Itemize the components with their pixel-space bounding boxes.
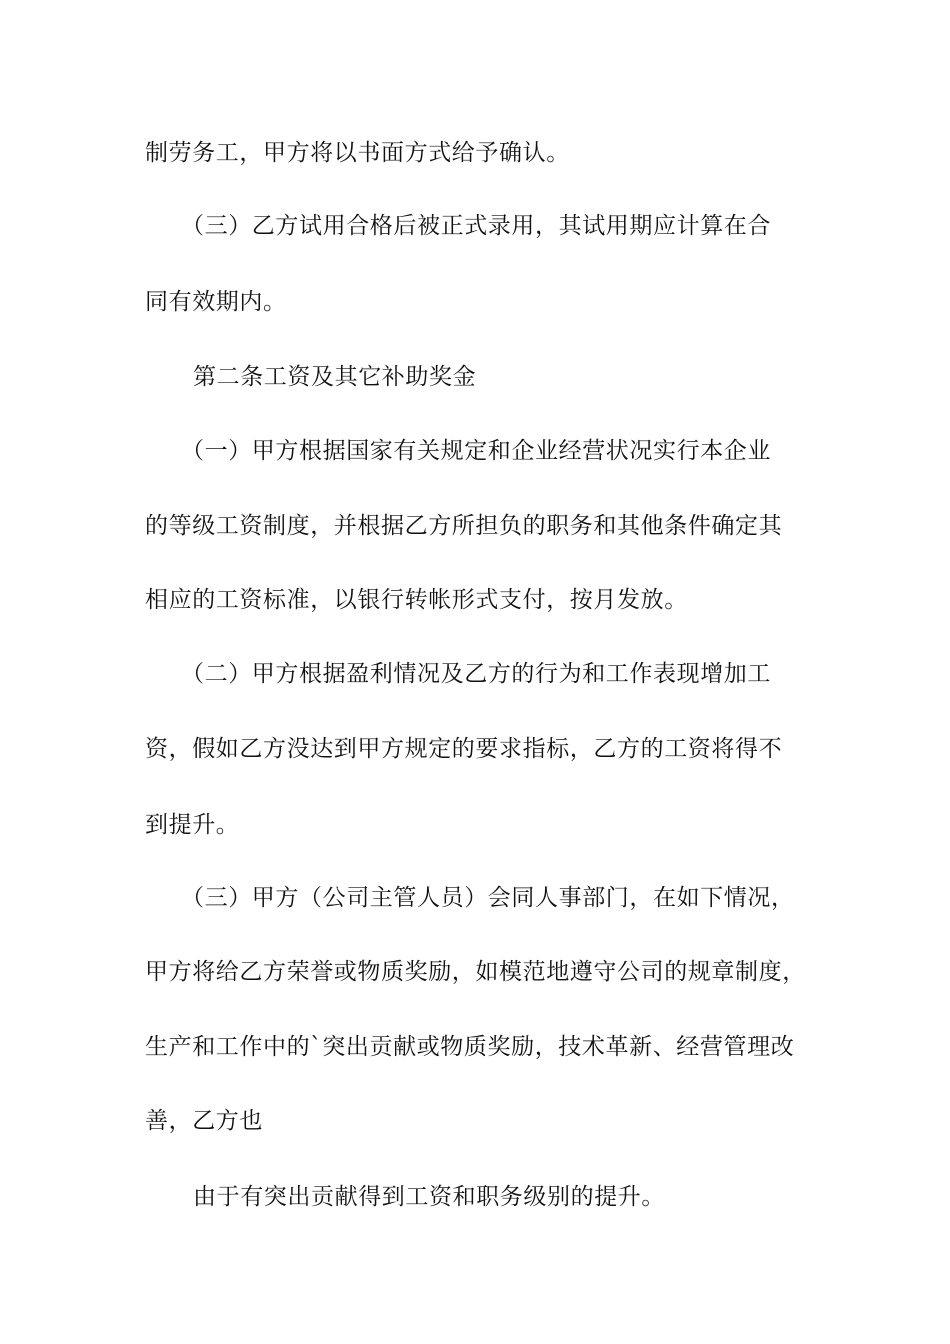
text-line: （一）甲方根据国家有关规定和企业经营状况实行本企业 bbox=[181, 438, 771, 464]
text-line: 生产和工作中的`突出贡献或物质奖励，技术革新、经营管理改 bbox=[145, 1034, 795, 1060]
text-line: （三）甲方（公司主管人员）会同人事部门，在如下情况， bbox=[181, 885, 795, 911]
text-line: 的等级工资制度，并根据乙方所担负的职务和其他条件确定其 bbox=[145, 513, 783, 539]
section-heading: 第二条工资及其它补助奖金 bbox=[193, 364, 477, 390]
text-line: 甲方将给乙方荣誉或物质奖励，如模范地遵守公司的规章制度， bbox=[145, 959, 806, 985]
text-line: 同有效期内。 bbox=[145, 289, 287, 315]
text-line: 善，乙方也 bbox=[145, 1108, 263, 1134]
text-line: 相应的工资标准，以银行转帐形式支付，按月发放。 bbox=[145, 587, 688, 613]
text-line: （二）甲方根据盈利情况及乙方的行为和工作表现增加工 bbox=[181, 661, 771, 687]
text-line: 制劳务工，甲方将以书面方式给予确认。 bbox=[145, 140, 570, 166]
text-line: 资，假如乙方没达到甲方规定的要求指标，乙方的工资将得不 bbox=[145, 736, 783, 762]
text-line: 由于有突出贡献得到工资和职务级别的提升。 bbox=[193, 1184, 665, 1210]
text-line: 到提升。 bbox=[145, 812, 240, 838]
text-line: （三）乙方试用合格后被正式录用，其试用期应计算在合 bbox=[181, 213, 771, 239]
